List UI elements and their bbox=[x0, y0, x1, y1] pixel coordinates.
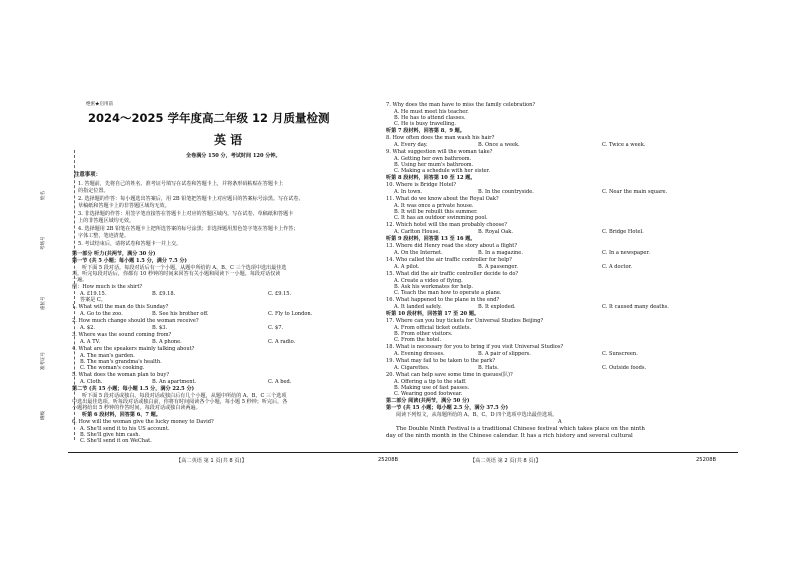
option: A. A pilot. bbox=[394, 264, 420, 270]
option: C. $7. bbox=[268, 325, 284, 331]
question: 2. How much change should the woman receive? bbox=[72, 318, 199, 324]
section2-desc: 中选出最佳选项。听每段对话或独白前，你将有时间阅读各个小题，每小题 5 秒钟；听完后，各 bbox=[72, 399, 288, 405]
subject-title: 英 语 bbox=[214, 133, 243, 147]
note-line: 草稿纸和答题卡上的非答题区域均无效。 bbox=[78, 203, 170, 209]
option: C. He is busy travelling. bbox=[394, 121, 457, 127]
page-footer: 【高二英语 第 2 页(共 8 页)】 bbox=[470, 458, 541, 464]
binding-label-class: 班级 bbox=[41, 411, 46, 420]
option: C. It has an outdoor swimming pool. bbox=[394, 215, 488, 221]
score-note: 全卷满分 150 分，考试时间 120 分钟。 bbox=[186, 153, 281, 159]
note-line: 的指定位置。 bbox=[78, 188, 109, 194]
option: C. Fly to London. bbox=[268, 311, 313, 317]
option: A. Evening dresses. bbox=[394, 351, 445, 357]
option: A. Getting her own bathroom. bbox=[394, 156, 472, 162]
question: 7. Why does the man have to miss the family celebration? bbox=[386, 102, 536, 108]
question: 5. What does the woman plan to buy? bbox=[72, 372, 170, 378]
option: C. A doctor. bbox=[602, 264, 633, 270]
option: B. In a magazine. bbox=[478, 250, 523, 256]
option: A. Go to the zoo. bbox=[80, 311, 123, 317]
option: C. A radio. bbox=[268, 339, 296, 345]
page-footer: 【高二英语 第 1 页(共 8 页)】 bbox=[176, 458, 247, 464]
question: 17. Where can you buy tickets for Universal Studios Beijing? bbox=[386, 318, 544, 324]
exam-title: 2024～2025 学年度高二年级 12 月质量检测 bbox=[88, 111, 330, 125]
option: A. Create a video of flying. bbox=[394, 278, 463, 284]
option: A. Every day. bbox=[394, 142, 428, 148]
note-line: 上的非答题区域均无效。 bbox=[78, 218, 135, 224]
paper-code: 25208B bbox=[696, 457, 717, 463]
passage-line: day of the ninth month in the Chinese calendar. It has a rich history and several cultural bbox=[386, 433, 633, 439]
material-note: 听第 7 段材料，回答第 8、9 题。 bbox=[386, 128, 465, 134]
option: B. $3. bbox=[152, 325, 168, 331]
paper-code: 25208B bbox=[378, 457, 399, 463]
option: B. A pair of slippers. bbox=[478, 351, 531, 357]
option: A. £19.15. bbox=[80, 291, 107, 297]
option: B. A passenger. bbox=[478, 264, 518, 270]
section1-desc: 项。听完每段对话后，你都有 10 秒钟的时间来回答有关小题和阅读下一小题。每段对话仅读 bbox=[72, 271, 281, 277]
footer-rule bbox=[386, 452, 738, 453]
option: A. He must meet his teacher. bbox=[394, 109, 469, 115]
option: A. It was once a private house. bbox=[394, 203, 474, 209]
note-line: 5. 考试结束后，请将试卷和答题卡一并上交。 bbox=[78, 241, 182, 247]
example-answer: 答案是 C。 bbox=[80, 297, 106, 303]
question: 11. What do we know about the Royal Oak? bbox=[386, 196, 499, 202]
option: C. The woman's cooking. bbox=[80, 365, 145, 371]
option: C. Sunscreen. bbox=[602, 351, 638, 357]
binding-margin bbox=[0, 0, 64, 561]
option: B. It will be rebuilt this summer. bbox=[394, 209, 478, 215]
question: 10. Where is Bridge Hotel? bbox=[386, 182, 457, 188]
option: A. In town. bbox=[394, 189, 423, 195]
question: 15. What did the air traffic controller decide to do? bbox=[386, 271, 519, 277]
option: C. £9.15. bbox=[268, 291, 292, 297]
binding-label-seat: 座位号 bbox=[41, 296, 46, 310]
question: 16. What happened to the plane in the end? bbox=[386, 297, 500, 303]
option: A. Offering a tip to the staff. bbox=[394, 379, 467, 385]
option: A. Carlton House. bbox=[394, 229, 440, 235]
question: 6. How will the woman give the lucky money to David? bbox=[72, 419, 214, 425]
question: 3. Where was the sound coming from? bbox=[72, 332, 172, 338]
binding-label-ticket: 准考证号 bbox=[41, 352, 46, 370]
option: B. See his brother off. bbox=[152, 311, 209, 317]
option: C. Teach the man how to operate a plane. bbox=[394, 290, 502, 296]
option: C. In a newspaper. bbox=[602, 250, 650, 256]
option: A. $2. bbox=[80, 325, 96, 331]
option: C. Wearing good footwear. bbox=[394, 391, 463, 397]
note-line: 2. 选择题的作答：每小题选出答案后，用 2B 铅笔把答题卡上对应题目的答案标号涂黑。写在试卷、 bbox=[78, 196, 304, 202]
material-note: 听第 10 段材料，回答第 17 至 20 题。 bbox=[386, 311, 480, 317]
binding-label-room: 考场号 bbox=[41, 236, 46, 250]
option: B. A phone. bbox=[152, 339, 182, 345]
question: 18. What is necessary for you to bring if you visit Universal Studios? bbox=[386, 344, 564, 350]
section2-desc: 小题将给出 5 秒钟的作答时间。每段对话或独白读两遍。 bbox=[72, 405, 201, 411]
option: C. Bridge Hotel. bbox=[602, 229, 644, 235]
page-2 bbox=[386, 100, 738, 472]
option: B. He has to attend classes. bbox=[394, 115, 466, 121]
option: C. A bed. bbox=[268, 379, 292, 385]
option: A. The man's garden. bbox=[80, 353, 135, 359]
part1-heading: 第一部分 听力(共两节，满分 30 分) bbox=[72, 251, 156, 257]
question: 12. Which hotel will the man probably choose? bbox=[386, 222, 507, 228]
notes-heading: 注意事项： bbox=[74, 172, 101, 178]
question: 13. Where did Henry read the story about a flight? bbox=[386, 243, 518, 249]
material-note: 听第 8 段材料，回答第 10 至 12 题。 bbox=[386, 175, 476, 181]
option: C. From the hotel. bbox=[394, 337, 442, 343]
option: A. A TV. bbox=[80, 339, 101, 345]
option: C. Near the main square. bbox=[602, 189, 668, 195]
option: B. Once a week. bbox=[478, 142, 520, 148]
question: 9. What suggestion will the woman take? bbox=[386, 149, 493, 155]
binding-label-name: 姓名 bbox=[41, 191, 46, 200]
passage-line: The Double Ninth Festival is a traditional Chinese festival which takes place on the ninth bbox=[396, 426, 645, 432]
option: C. She'll send it on WeChat. bbox=[80, 438, 152, 444]
part2-heading: 第二部分 阅读(共两节，满分 50 分) bbox=[386, 398, 470, 404]
option: C. It caused many deaths. bbox=[602, 304, 669, 310]
option: B. £9.18. bbox=[152, 291, 176, 297]
option: A. From official ticket outlets. bbox=[394, 325, 472, 331]
option: A. On the Internet. bbox=[394, 250, 443, 256]
note-line: 字体工整，笔迹清楚。 bbox=[78, 233, 129, 239]
option: B. Royal Oak. bbox=[478, 229, 513, 235]
option: B. The man's grandma's health. bbox=[80, 359, 162, 365]
option: A. Cigarettes. bbox=[394, 365, 430, 371]
material-note: 听第 9 段材料，回答第 13 至 16 题。 bbox=[386, 236, 476, 242]
option: B. Making use of fast passes. bbox=[394, 385, 470, 391]
footer-rule bbox=[68, 452, 420, 453]
question: 8. How often does the man wash his hair? bbox=[386, 135, 495, 141]
part2-section1-heading: 第一节 (共 15 小题；每小题 2.5 分，满分 37.5 分) bbox=[386, 405, 508, 411]
section1-desc: 一遍。 bbox=[72, 277, 88, 283]
note-line: 4. 选择题用 2B 铅笔在答题卡上把所选答案的标号涂黑；非选择题用黑色签字笔在答题卡上作答； bbox=[78, 226, 299, 232]
option: A. Cloth. bbox=[80, 379, 103, 385]
question: 1. What will the man do this Sunday? bbox=[72, 304, 169, 310]
option: A. She'll send it to his US account. bbox=[80, 426, 170, 432]
option: B. In the countryside. bbox=[478, 189, 534, 195]
confidential-mark: 绝密★启用前 bbox=[86, 102, 113, 107]
question: 4. What are the speakers mainly talking about? bbox=[72, 346, 195, 352]
option: B. Ask his workmates for help. bbox=[394, 284, 474, 290]
section2-desc: 听下面 5 段对话或独白。每段对话或独白后有几个小题，从题中所给的 A、B、C 三个选项 bbox=[82, 393, 287, 399]
option: B. She'll give him cash. bbox=[80, 432, 141, 438]
question: 20. What can help save some time in queues(队)? bbox=[386, 372, 513, 378]
option: A. It landed safely. bbox=[394, 304, 442, 310]
option: B. Using her mum's bathroom. bbox=[394, 162, 474, 168]
section2-heading: 第二节 (共 15 小题；每小题 1.5 分，满分 22.5 分) bbox=[72, 386, 194, 392]
question: 19. What may fail to be taken to the park? bbox=[386, 358, 496, 364]
part2-desc: 阅读下列短文，从每题所给的 A、B、C、D 四个选项中选出最佳选项。 bbox=[396, 412, 558, 418]
section1-desc: 听下面 5 段对话。每段对话后有一个小题，从题中所给的 A、B、C 三个选项中选出最佳选 bbox=[82, 265, 287, 271]
material-note: 听第 6 段材料，回答第 6、7 题。 bbox=[82, 412, 161, 418]
option: C. Outside foods. bbox=[602, 365, 647, 371]
section1-heading: 第一节 (共 5 小题；每小题 1.5 分，满分 7.5 分) bbox=[72, 258, 187, 264]
note-line: 3. 非选择题的作答：用签字笔直接答在答题卡上对应的答题区域内。写在试卷、草稿纸和答题卡 bbox=[78, 211, 294, 217]
question: 14. Who called the air traffic controller for help? bbox=[386, 257, 512, 263]
note-line: 1. 答题前，先将自己的姓名、准考证号填写在试卷和答题卡上，并将条形码粘贴在答题卡上 bbox=[78, 181, 284, 187]
option: B. An apartment. bbox=[152, 379, 197, 385]
option: B. Hats. bbox=[478, 365, 499, 371]
option: C. Making a schedule with her sister. bbox=[394, 168, 491, 174]
option: B. From other visitors. bbox=[394, 331, 453, 337]
passage-letter: A bbox=[558, 419, 562, 425]
option: C. Twice a week. bbox=[602, 142, 646, 148]
example-question: 例：How much is the shirt? bbox=[72, 284, 143, 290]
option: B. It exploded. bbox=[478, 304, 516, 310]
